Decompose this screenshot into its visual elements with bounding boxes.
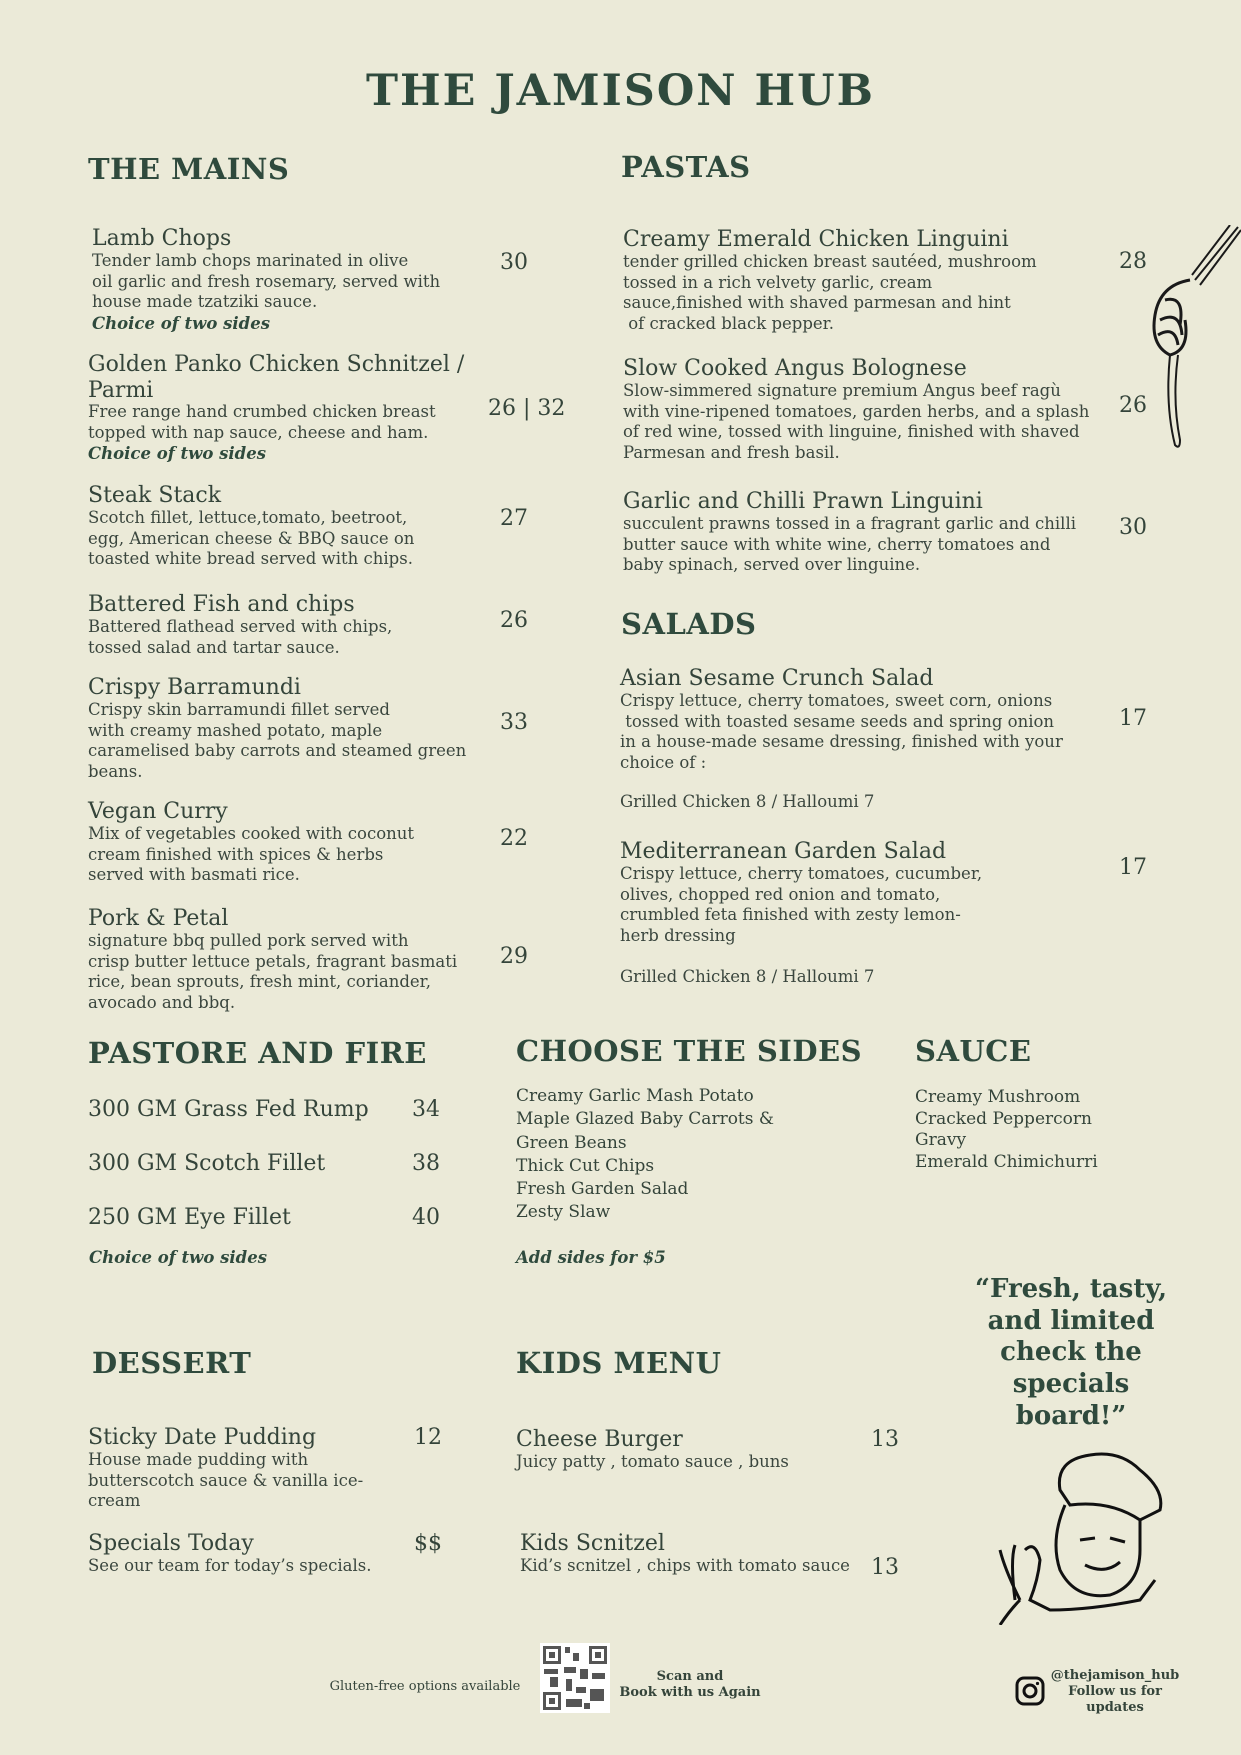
sauce-option: Gravy <box>915 1130 967 1150</box>
chef-illustration <box>990 1450 1170 1625</box>
menu-item-price: 33 <box>500 710 528 735</box>
quote-line: check the <box>1000 1337 1142 1368</box>
menu-item-description: See our team for today’s specials. <box>88 1556 372 1575</box>
menu-item-name: Steak Stack <box>88 483 222 508</box>
menu-item-price: 13 <box>871 1427 899 1452</box>
instagram-handle[interactable]: @thejamison_hub <box>1050 1668 1180 1683</box>
menu-item-description: Scotch fillet, lettuce,tomato, beetroot, egg, American cheese & BBQ sauce on toasted white bread served with chips. <box>88 508 415 568</box>
menu-item-description: Battered flathead served with chips, tossed salad and tartar sauce. <box>88 617 393 657</box>
menu-item-description: Crispy skin barramundi fillet served with creamy mashed potato, maple caramelised baby carrots and steamed green beans. <box>88 700 467 781</box>
grill-item-name: 250 GM Eye Fillet <box>88 1205 291 1230</box>
menu-item-description: Kid’s scnitzel , chips with tomato sauce <box>520 1556 850 1575</box>
gluten-free-note: Gluten-free options available <box>329 1679 521 1694</box>
qr-code[interactable] <box>540 1643 610 1713</box>
menu-item-note: Choice of two sides <box>92 313 270 333</box>
grill-item-price: 34 <box>412 1097 440 1122</box>
dessert-heading: DESSERT <box>92 1346 252 1380</box>
quote-line: and limited <box>987 1305 1155 1336</box>
salads-heading: SALADS <box>621 607 757 641</box>
menu-item-description: tender grilled chicken breast sautéed, mushroom tossed in a rich velvety garlic, cream sauce,finished with shaved parmesan and hint of cracked black pepper. <box>623 252 1037 333</box>
scan-book-text: Scan and Book with us Again <box>619 1669 761 1700</box>
menu-item-price: 17 <box>1119 855 1147 880</box>
menu-item-name: Kids Scnitzel <box>520 1531 665 1556</box>
grill-heading: PASTORE AND FIRE <box>88 1036 427 1070</box>
sauce-option: Creamy Mushroom <box>915 1087 1081 1107</box>
menu-item-name: Specials Today <box>88 1531 254 1556</box>
sauce-heading: SAUCE <box>915 1034 1032 1068</box>
menu-item-description: Crispy lettuce, cherry tomatoes, sweet corn, onions tossed with toasted sesame seeds and spring onion in a house-made sesame dressing, finished with your choice of : <box>620 691 1063 772</box>
restaurant-title: THE JAMISON HUB <box>365 66 876 116</box>
menu-item-name: Cheese Burger <box>516 1427 683 1452</box>
side-option: Zesty Slaw <box>516 1202 611 1223</box>
menu-item-name: Creamy Emerald Chicken Linguini <box>623 227 1009 252</box>
sides-note: Add sides for $5 <box>516 1248 666 1267</box>
menu-item-price: 22 <box>500 826 528 851</box>
menu-item-price: 28 <box>1119 249 1147 274</box>
menu-item-name: Battered Fish and chips <box>88 592 355 617</box>
side-option: Green Beans <box>516 1132 627 1153</box>
menu-item-price: 12 <box>414 1425 442 1450</box>
menu-item-name: Pork & Petal <box>88 906 229 931</box>
quote-line: board!” <box>1015 1400 1127 1431</box>
menu-item-price: 26 <box>1119 393 1147 418</box>
menu-item-price: 17 <box>1119 706 1147 731</box>
menu-item-price: 26 <box>500 608 528 633</box>
menu-item-price: 27 <box>500 506 528 531</box>
salad-extras: Grilled Chicken 8 / Halloumi 7 <box>620 792 875 811</box>
side-option: Thick Cut Chips <box>516 1155 655 1176</box>
menu-item-price: 30 <box>1119 515 1147 540</box>
menu-item-price: 30 <box>500 250 528 275</box>
menu-item-name: Lamb Chops <box>92 226 232 251</box>
quote-line: “Fresh, tasty, <box>974 1274 1168 1304</box>
side-option: Maple Glazed Baby Carrots & <box>516 1109 775 1130</box>
menu-item-price: 13 <box>871 1555 899 1580</box>
grill-item-price: 38 <box>412 1151 440 1176</box>
instagram-icon[interactable] <box>1015 1676 1045 1706</box>
follow-text: Follow us for updates <box>1068 1684 1162 1715</box>
menu-item-description: Juicy patty , tomato sauce , buns <box>516 1452 789 1471</box>
menu-item-note: Choice of two sides <box>88 444 266 463</box>
menu-item-description: signature bbq pulled pork served with crisp butter lettuce petals, fragrant basmati rice, bean sprouts, fresh mint, coriander, avocado and bbq. <box>88 931 458 1012</box>
sauce-option: Cracked Peppercorn <box>915 1108 1092 1129</box>
menu-item-description: Mix of vegetables cooked with coconut cream finished with spices & herbs served with basmati rice. <box>88 824 415 884</box>
menu-item-description: Tender lamb chops marinated in olive oil garlic and fresh rosemary, served with house made tzatziki sauce. <box>92 251 441 311</box>
menu-item-name: Slow Cooked Angus Bolognese <box>623 356 967 381</box>
menu-item-name: Golden Panko Chicken Schnitzel / Parmi <box>88 352 465 403</box>
side-option: Fresh Garden Salad <box>516 1179 689 1200</box>
grill-note: Choice of two sides <box>89 1248 267 1267</box>
menu-item-price: 26 | 32 <box>488 396 566 421</box>
salad-extras: Grilled Chicken 8 / Halloumi 7 <box>620 967 875 986</box>
menu-item-description: House made pudding with butterscotch sauce & vanilla ice- cream <box>88 1450 364 1510</box>
side-option: Creamy Garlic Mash Potato <box>516 1086 754 1106</box>
menu-item-price: $$ <box>414 1531 442 1556</box>
kids-heading: KIDS MENU <box>516 1346 722 1380</box>
menu-item-name: Mediterranean Garden Salad <box>620 839 947 864</box>
grill-item-price: 40 <box>412 1205 440 1230</box>
sides-heading: CHOOSE THE SIDES <box>516 1034 863 1068</box>
grill-item-name: 300 GM Grass Fed Rump <box>88 1097 369 1122</box>
quote-line: specials <box>1012 1369 1130 1400</box>
menu-item-description: Free range hand crumbed chicken breast topped with nap sauce, cheese and ham. <box>88 402 436 442</box>
menu-item-name: Sticky Date Pudding <box>88 1425 317 1450</box>
menu-item-description: Slow-simmered signature premium Angus beef ragù with vine-ripened tomatoes, garden herbs, and a splash of red wine, tossed with linguine, finished with shaved Parmesan and fresh basil. <box>623 381 1090 462</box>
sauce-option: Emerald Chimichurri <box>915 1151 1098 1172</box>
pastas-heading: PASTAS <box>621 150 751 184</box>
menu-item-name: Vegan Curry <box>88 799 228 824</box>
menu-item-name: Asian Sesame Crunch Salad <box>620 666 934 691</box>
menu-item-price: 29 <box>500 944 528 969</box>
menu-item-name: Crispy Barramundi <box>88 675 301 700</box>
grill-item-name: 300 GM Scotch Fillet <box>88 1151 326 1176</box>
menu-item-description: Crispy lettuce, cherry tomatoes, cucumber, olives, chopped red onion and tomato, crumbled feta finished with zesty lemon- herb dressing <box>620 864 983 945</box>
mains-heading: THE MAINS <box>88 152 290 186</box>
menu-item-name: Garlic and Chilli Prawn Linguini <box>623 489 983 514</box>
menu-item-description: succulent prawns tossed in a fragrant garlic and chilli butter sauce with white wine, cherry tomatoes and baby spinach, served over linguine. <box>623 514 1076 574</box>
